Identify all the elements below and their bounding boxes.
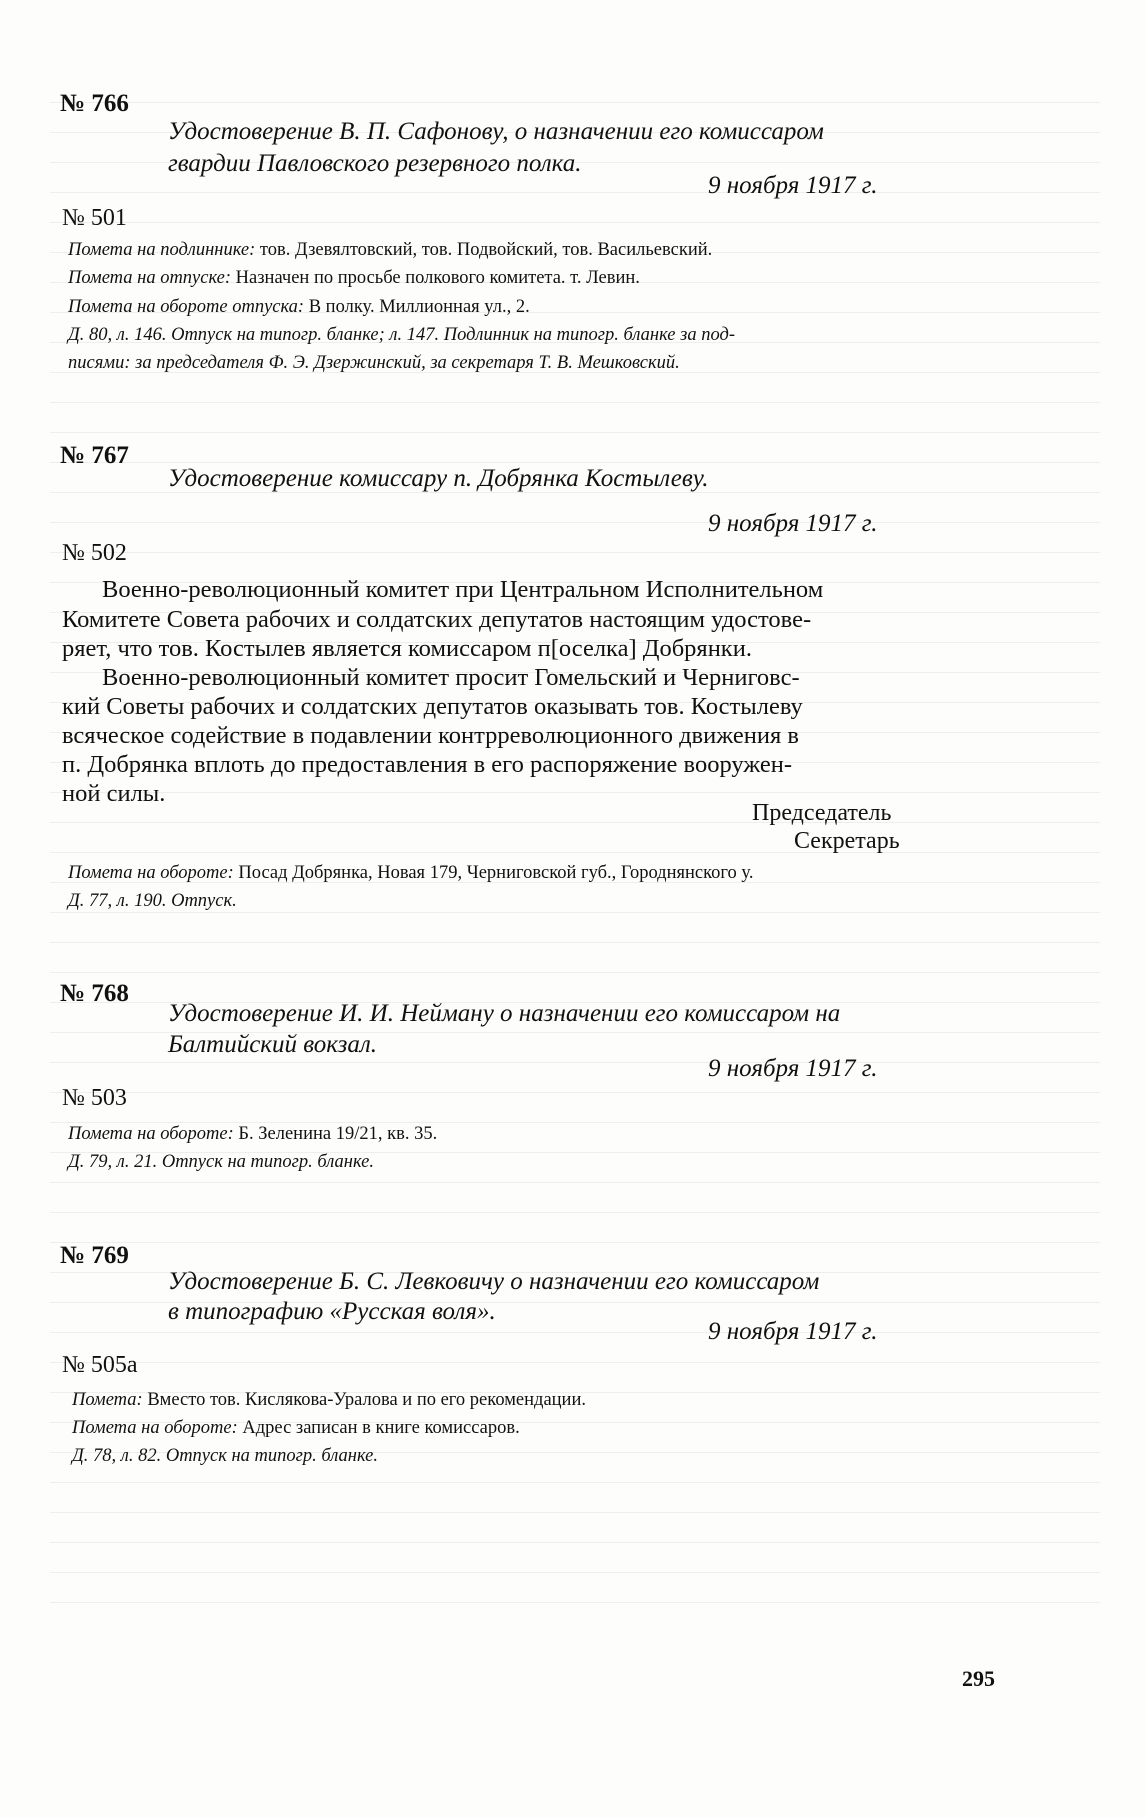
doc-766-note: Помета на подлиннике: тов. Дзевялтовский, тов. Подвойский, тов. Васильевский. bbox=[68, 240, 713, 260]
doc-766-title-line-2: гвардии Павловского резервного полка. bbox=[168, 150, 582, 177]
doc-768-archive-number: № 503 bbox=[62, 1085, 127, 1111]
doc-768-title-line-1: Удостоверение И. И. Нейману о назначении его комиссаром на bbox=[168, 1000, 841, 1027]
doc-766-title-line-1: Удостоверение В. П. Сафонову, о назначении его комиссаром bbox=[168, 118, 824, 145]
doc-767-body-line: Военно-революционный комитет просит Гомельский и Черниговс- bbox=[102, 664, 800, 691]
doc-767-title-line-1: Удостоверение комиссару п. Добрянка Костылеву. bbox=[168, 465, 709, 492]
doc-766-number: № 766 bbox=[60, 90, 129, 117]
doc-769-reference: Д. 78, л. 82. Отпуск на типогр. бланке. bbox=[72, 1446, 378, 1466]
doc-767-archive-number: № 502 bbox=[62, 540, 127, 566]
doc-768-note: Помета на обороте: Б. Зеленина 19/21, кв. 35. bbox=[68, 1124, 438, 1144]
doc-769-archive-number: № 505а bbox=[62, 1352, 138, 1378]
doc-768-date: 9 ноября 1917 г. bbox=[708, 1055, 878, 1082]
doc-767-date: 9 ноября 1917 г. bbox=[708, 510, 878, 537]
doc-767-body-line: кий Советы рабочих и солдатских депутатов оказывать тов. Костылеву bbox=[62, 693, 803, 720]
doc-767-reference: Д. 77, л. 190. Отпуск. bbox=[68, 891, 237, 911]
doc-767-body-line: всяческое содействие в подавлении контрреволюционного движения в bbox=[62, 722, 799, 749]
doc-766-note: Помета на обороте отпуска: В полку. Миллионная ул., 2. bbox=[68, 297, 530, 317]
doc-767-signature-secretary: Секретарь bbox=[794, 828, 900, 854]
doc-768-number: № 768 bbox=[60, 980, 129, 1007]
doc-766-reference: писями: за председателя Ф. Э. Дзержинский, за секретаря Т. В. Мешковский. bbox=[68, 353, 680, 373]
doc-767-body-line: п. Добрянка вплоть до предоставления в его распоряжение вооружен- bbox=[62, 751, 793, 778]
doc-767-body-line: ряет, что тов. Костылев является комиссаром п[оселка] Добрянки. bbox=[62, 635, 752, 662]
doc-767-number: № 767 bbox=[60, 442, 129, 469]
doc-768-reference: Д. 79, л. 21. Отпуск на типогр. бланке. bbox=[68, 1152, 374, 1172]
doc-769-number: № 769 bbox=[60, 1242, 129, 1269]
doc-769-title-line-1: Удостоверение Б. С. Левковичу о назначении его комиссаром bbox=[168, 1268, 820, 1295]
doc-767-body-line: Комитете Совета рабочих и солдатских депутатов настоящим удостове- bbox=[62, 606, 812, 633]
doc-767-body-line: ной силы. bbox=[62, 780, 166, 807]
doc-769-note: Помета на обороте: Адрес записан в книге комиссаров. bbox=[72, 1418, 520, 1438]
doc-767-body-line: Военно-революционный комитет при Центральном Исполнительном bbox=[102, 576, 824, 603]
doc-766-date: 9 ноября 1917 г. bbox=[708, 172, 878, 199]
doc-766-reference: Д. 80, л. 146. Отпуск на типогр. бланке; л. 147. Подлинник на типогр. бланке за под- bbox=[68, 325, 735, 345]
doc-767-note: Помета на обороте: Посад Добрянка, Новая 179, Черниговской губ., Городнянского у. bbox=[68, 863, 754, 883]
doc-769-note: Помета: Вместо тов. Кислякова-Уралова и по его рекомендации. bbox=[72, 1390, 586, 1410]
page-number: 295 bbox=[962, 1666, 995, 1691]
doc-767-signature-chairman: Председатель bbox=[752, 800, 892, 826]
doc-766-note: Помета на отпуске: Назначен по просьбе полкового комитета. т. Левин. bbox=[68, 268, 640, 288]
doc-769-date: 9 ноября 1917 г. bbox=[708, 1318, 878, 1345]
doc-769-title-line-2: в типографию «Русская воля». bbox=[168, 1298, 496, 1325]
doc-768-title-line-2: Балтийский вокзал. bbox=[168, 1031, 378, 1058]
doc-766-archive-number: № 501 bbox=[62, 205, 127, 231]
